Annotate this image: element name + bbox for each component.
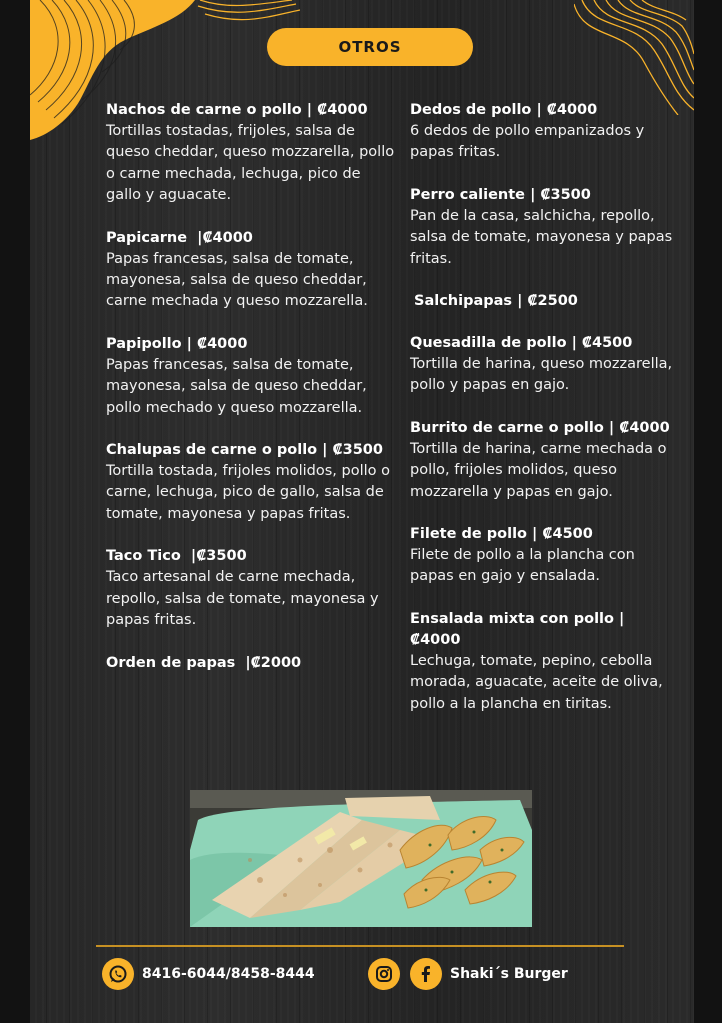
phone-number[interactable]: 8416-6044/8458-8444 [142, 966, 315, 982]
menu-item-description: Papas francesas, salsa de tomate, mayonesa, salsa de queso cheddar, pollo mechado y queso mozzarella. [106, 356, 367, 416]
menu-item-title: Dedos de pollo | ₡4000 [410, 102, 598, 118]
menu-item-title: Perro caliente | ₡3500 [410, 186, 591, 203]
menu-item [106, 100, 396, 207]
menu-column-left [106, 100, 396, 695]
facebook-icon[interactable] [410, 958, 442, 990]
menu-item-description: Tortillas tostadas, frijoles, salsa de queso cheddar, queso mozzarella, pollo o carne mechada, lechuga, pico de gallo y aguacate. [106, 123, 395, 204]
menu-item-title: Papipollo | ₡4000 [106, 335, 248, 352]
instagram-icon[interactable] [368, 958, 400, 990]
menu-item-description: Tortilla de harina, carne mechada o pollo, frijoles molidos, queso mozzarella y papas en gajo. [410, 440, 667, 500]
menu-item-description: Pan de la casa, salchicha, repollo, salsa de tomate, mayonesa y papas fritas. [410, 207, 673, 267]
menu-item-description: Filete de pollo a la plancha con papas en gajo y ensalada. [410, 547, 635, 585]
menu-item-title: Papicarne |₡4000 [106, 229, 253, 246]
menu-item [410, 524, 680, 588]
footer-phone [102, 957, 315, 991]
wave-decoration-top-right [574, 0, 694, 115]
menu-item-title: Burrito de carne o pollo | ₡4000 [410, 419, 670, 436]
menu-item [106, 334, 396, 419]
menu-item [410, 418, 680, 503]
menu-column-right [410, 100, 680, 736]
menu-item-description: Taco artesanal de carne mechada, repollo, salsa de tomate, mayonesa y papas fritas. [106, 569, 379, 629]
whatsapp-icon[interactable] [102, 958, 134, 990]
menu-item [410, 291, 680, 312]
section-title: OTROS [267, 28, 473, 66]
menu-item-title: Ensalada mixta con pollo | ₡4000 [410, 610, 625, 648]
footer-divider [96, 945, 624, 947]
menu-item [410, 333, 680, 397]
menu-item [106, 546, 396, 631]
menu-item-title: Taco Tico |₡3500 [106, 548, 247, 565]
menu-item-title: Orden de papas |₡2000 [106, 654, 302, 671]
footer-social [368, 957, 568, 991]
menu-item-description: Tortilla de harina, queso mozzarella, pollo y papas en gajo. [410, 356, 673, 394]
menu-item [106, 228, 396, 313]
brand-name: Shaki´s Burger [450, 966, 568, 982]
menu-item [410, 185, 680, 270]
menu-item [106, 440, 396, 525]
menu-item [410, 100, 680, 164]
menu-item-description: Tortilla tostada, frijoles molidos, pollo o carne, lechuga, pico de gallo, salsa de tomate, mayonesa y papas fritas. [106, 463, 390, 522]
menu-item [106, 653, 396, 674]
menu-item-description: Papas francesas, salsa de tomate, mayonesa, salsa de queso cheddar, carne mechada y queso mozzarella. [106, 250, 368, 310]
page-edge-right [694, 0, 722, 1023]
menu-item-description: Lechuga, tomate, pepino, cebolla morada, aguacate, aceite de oliva, pollo a la plancha en tiritas. [410, 652, 663, 712]
menu-item-description: 6 dedos de pollo empanizados y papas fritas. [410, 123, 645, 161]
menu-item-title: Filete de pollo | ₡4500 [410, 526, 593, 543]
menu-item [410, 609, 680, 715]
menu-item-title: Salchipapas | ₡2500 [414, 293, 578, 310]
page-edge-left [0, 0, 30, 1023]
menu-item-title: Nachos de carne o pollo | ₡4000 [106, 102, 368, 118]
menu-item-title: Chalupas de carne o pollo | ₡3500 [106, 442, 383, 459]
food-photo [190, 790, 532, 927]
menu-item-title: Quesadilla de pollo | ₡4500 [410, 335, 633, 352]
